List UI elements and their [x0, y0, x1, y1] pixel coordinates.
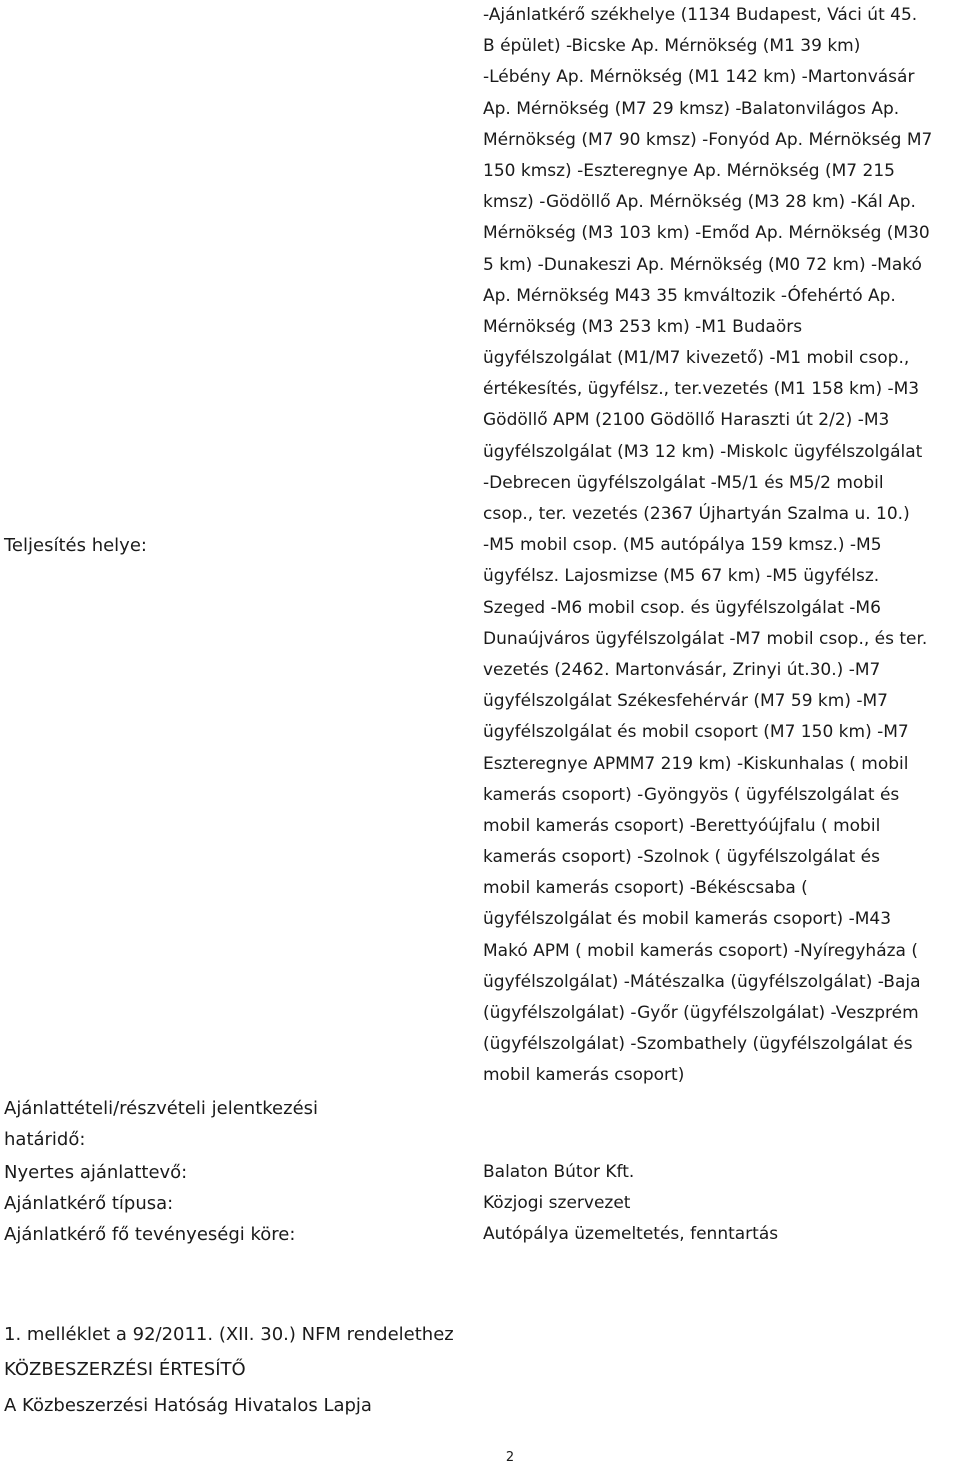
text-line: mobil kamerás csoport) -Békéscsaba ( [483, 878, 808, 899]
type-value: Közjogi szervezet [483, 1193, 631, 1213]
winner-value: Balaton Bútor Kft. [483, 1162, 635, 1182]
page-number: 2 [505, 1450, 515, 1465]
text-line: Gödöllő APM (2100 Gödöllő Haraszti út 2/2) -M3 [483, 410, 890, 431]
activity-label: Ajánlatkérő fő tevényeségi köre: [4, 1224, 296, 1245]
text-line: mobil kamerás csoport) [483, 1065, 685, 1086]
text-line: ügyfélszolgálat) -Mátészalka (ügyfélszolgálat) -Baja [483, 971, 921, 992]
text-line: 5 km) -Dunakeszi Ap. Mérnökség (M0 72 km) -Makó [483, 254, 922, 275]
text-line: -Ajánlatkérő székhelye (1134 Budapest, Váci út 45. [483, 5, 918, 25]
text-line: ügyfélszolgálat és mobil kamerás csoport) -M43 [483, 909, 892, 930]
performance-place-label: Teljesítés helye: [4, 535, 147, 556]
text-line: kamerás csoport) -Gyöngyös ( ügyfélszolgálat és [483, 784, 900, 805]
text-line: ügyfélsz. Lajosmizse (M5 67 km) -M5 ügyfélsz. [483, 566, 880, 587]
text-line: vezetés (2462. Martonvásár, Zrinyi út.30.) -M7 [483, 659, 881, 680]
footer-publication-title: KÖZBESZERZÉSI ÉRTESÍTŐ [4, 1359, 246, 1380]
text-line: ügyfélszolgálat Székesfehérvár (M7 59 km) -M7 [483, 691, 888, 712]
footer-annex-line: 1. melléklet a 92/2011. (XII. 30.) NFM rendelethez [4, 1324, 454, 1345]
winner-label: Nyertes ajánlattevő: [4, 1162, 188, 1183]
text-line: Mérnökség (M7 90 kmsz) -Fonyód Ap. Mérnökség M7 [483, 129, 933, 150]
type-label: Ajánlatkérő típusa: [4, 1193, 174, 1214]
text-line: (ügyfélszolgálat) -Szombathely (ügyfélszolgálat és [483, 1034, 913, 1055]
text-line: kmsz) -Gödöllő Ap. Mérnökség (M3 28 km) -Kál Ap. [483, 192, 916, 213]
text-line: Szeged -M6 mobil csop. és ügyfélszolgálat -M6 [483, 597, 881, 618]
deadline-label-line: határidő: [4, 1129, 86, 1150]
text-line: -Debrecen ügyfélszolgálat -M5/1 és M5/2 mobil [483, 472, 884, 493]
text-line: Dunaújváros ügyfélszolgálat -M7 mobil csop., és ter. [483, 628, 928, 649]
text-line: mobil kamerás csoport) -Berettyóújfalu ( mobil [483, 815, 881, 836]
text-line: Mérnökség (M3 253 km) -M1 Budaörs [483, 316, 803, 337]
text-line: Eszteregnye APMM7 219 km) -Kiskunhalas ( mobil [483, 753, 909, 774]
text-line: ügyfélszolgálat és mobil csoport (M7 150 km) -M7 [483, 722, 909, 743]
deadline-label [4, 1093, 318, 1155]
text-line: kamerás csoport) -Szolnok ( ügyfélszolgálat és [483, 847, 881, 868]
text-line: -M5 mobil csop. (M5 autópálya 159 kmsz.) -M5 [483, 535, 882, 556]
performance-place-value [483, 0, 958, 1092]
text-line: -Lébény Ap. Mérnökség (M1 142 km) -Martonvásár [483, 67, 915, 88]
text-line: Makó APM ( mobil kamerás csoport) -Nyíregyháza ( [483, 940, 918, 961]
activity-value: Autópálya üzemeltetés, fenntartás [483, 1224, 779, 1244]
text-line: ügyfélszolgálat (M3 12 km) -Miskolc ügyfélszolgálat [483, 441, 923, 462]
text-line: 150 kmsz) -Eszteregnye Ap. Mérnökség (M7 215 [483, 160, 895, 181]
text-line: Mérnökség (M3 103 km) -Emőd Ap. Mérnökség (M30 [483, 223, 930, 244]
text-line: Ap. Mérnökség (M7 29 kmsz) -Balatonvilágos Ap. [483, 98, 900, 119]
text-line: B épület) -Bicske Ap. Mérnökség (M1 39 km) [483, 36, 861, 57]
text-line: Ap. Mérnökség M43 35 kmváltozik -Ófehértó Ap. [483, 285, 896, 306]
text-line: ügyfélszolgálat (M1/M7 kivezető) -M1 mobil csop., [483, 348, 910, 369]
text-line: értékesítés, ügyfélsz., ter.vezetés (M1 158 km) -M3 [483, 379, 920, 400]
deadline-label-line: Ajánlattételi/részvételi jelentkezési [4, 1098, 319, 1119]
text-line: (ügyfélszolgálat) -Győr (ügyfélszolgálat) -Veszprém [483, 1003, 919, 1023]
text-line: csop., ter. vezetés (2367 Újhartyán Szalma u. 10.) [483, 504, 910, 524]
footer-publication-subtitle: A Közbeszerzési Hatóság Hivatalos Lapja [4, 1395, 372, 1416]
